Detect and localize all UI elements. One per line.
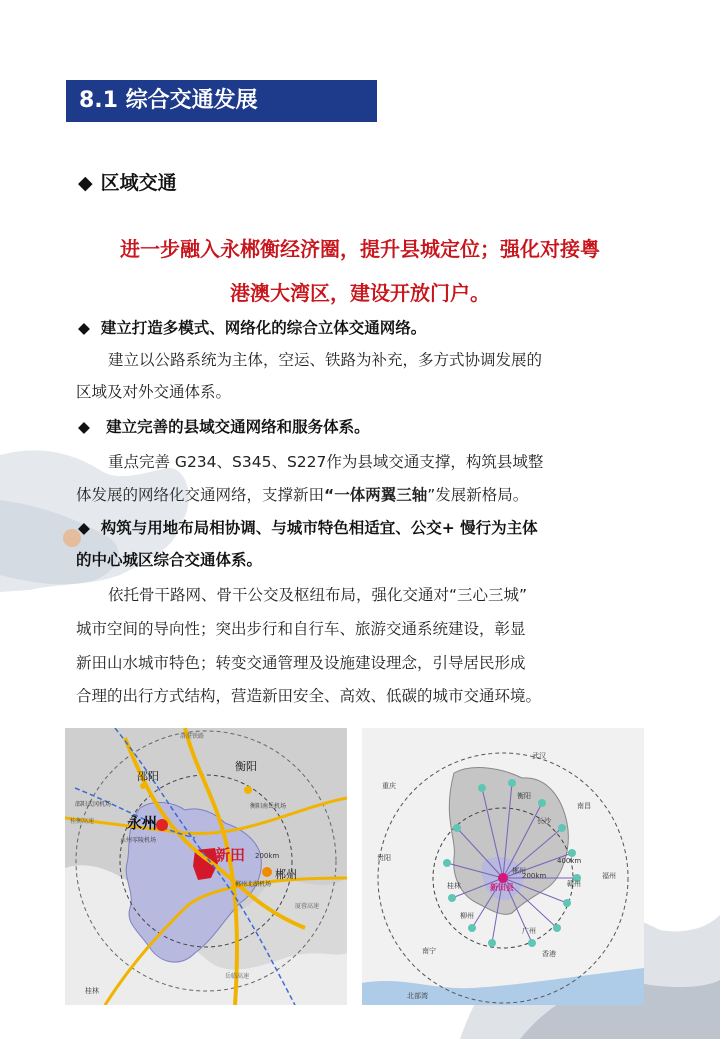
point-3-title-text: 构筑与用地布局相协调、与城市特色相适宜、公交+ 慢行为主体 — [100, 519, 538, 537]
slogan-line-2: 港澳大湾区，建设开放门户。 — [230, 281, 490, 305]
center-label: 新田县 — [490, 883, 514, 892]
svg-text:广州: 广州 — [522, 927, 536, 935]
city-label-xintian: 新田 — [215, 846, 246, 864]
point-3-body-line-3: 新田山水城市特色；转变交通管理及设施建设理念，引导居民形成 — [76, 654, 526, 672]
point-3-title-line-1 — [78, 512, 648, 544]
svg-text:洛湛铁路: 洛湛铁路 — [180, 733, 205, 740]
diamond-bullet-icon: ◆ — [78, 319, 90, 337]
svg-text:北部湾: 北部湾 — [407, 992, 428, 1000]
svg-text:200km: 200km — [255, 852, 280, 860]
point-3-body-line-4: 合理的出行方式结构，营造新田安全、高效、低碳的城市交通环境。 — [76, 687, 542, 705]
city-label-chenzhou: 郴州 — [275, 868, 297, 881]
point-2-body-line-2-a: 体发展的网络化交通网络，支撑新田 — [76, 486, 325, 504]
svg-text:柳州: 柳州 — [460, 912, 474, 920]
section-title: 8.1 综合交通发展 — [66, 80, 377, 122]
svg-text:长沙: 长沙 — [537, 817, 551, 825]
point-3-body-line-1: 依托骨干路网、骨干公交及枢纽布局，强化交通对“三心三城” — [108, 586, 528, 604]
regional-radiation-map — [362, 728, 644, 1005]
point-2-title-text: 建立完善的县域交通网络和服务体系。 — [106, 418, 370, 436]
point-2-title — [78, 411, 648, 443]
diamond-bullet-icon: ◆ — [78, 519, 90, 537]
slogan-line-1: 进一步融入永郴衡经济圈，提升县城定位；强化对接粤 — [120, 237, 600, 261]
point-1-body-line-1: 建立以公路系统为主体，空运、铁路为补充，多方式协调发展的 — [108, 351, 543, 369]
svg-text:桂林: 桂林 — [447, 882, 461, 890]
diamond-bullet-icon: ◆ — [78, 418, 90, 436]
point-3-body-line-2: 城市空间的导向性；突出步行和自行车、旅游交通系统建设，彰显 — [76, 620, 526, 638]
svg-text:岳临高速: 岳临高速 — [225, 973, 250, 980]
point-1-title-text: 建立打造多模式、网络化的综合立体交通网络。 — [100, 319, 427, 337]
svg-text:邵阳武冈机场: 邵阳武冈机场 — [75, 801, 112, 808]
point-1-body-line-2: 区域及对外交通体系。 — [76, 383, 232, 401]
svg-text:郴州北湖机场: 郴州北湖机场 — [235, 881, 272, 888]
yongzhou-marker — [156, 819, 168, 831]
svg-text:贵阳: 贵阳 — [377, 854, 391, 862]
point-1-title — [78, 312, 648, 344]
point-2-body-line-2-c: ”发展新格局。 — [427, 486, 529, 504]
svg-text:香港: 香港 — [542, 950, 556, 958]
svg-text:永州零陵机场: 永州零陵机场 — [120, 837, 157, 844]
point-2-body-line-2 — [76, 479, 646, 511]
xintian-center-marker — [498, 873, 508, 883]
svg-text:桂林: 桂林 — [85, 987, 99, 995]
svg-text:福州: 福州 — [602, 872, 616, 880]
city-label-yongzhou: 永州 — [127, 814, 158, 832]
svg-text:赣州: 赣州 — [567, 880, 581, 888]
subsection-heading — [78, 168, 177, 195]
svg-text:400km: 400km — [557, 857, 582, 865]
point-2-highlight: “一体两翼三轴 — [324, 486, 428, 504]
point-2-body-line-1: 重点完善 G234、S345、S227作为县域交通支撑，构筑县域整 — [108, 453, 544, 471]
svg-text:衡阳: 衡阳 — [517, 792, 531, 800]
svg-text:200km: 200km — [522, 872, 547, 880]
svg-text:重庆: 重庆 — [382, 782, 396, 790]
svg-text:衡阳南岳机场: 衡阳南岳机场 — [250, 803, 287, 810]
svg-text:南昌: 南昌 — [577, 802, 591, 810]
regional-location-map — [65, 728, 347, 1005]
svg-text:南宁: 南宁 — [422, 947, 436, 955]
point-3-title-line-2: 的中心城区综合交通体系。 — [76, 551, 263, 569]
svg-text:桂衡高速: 桂衡高速 — [70, 818, 95, 825]
svg-text:武汉: 武汉 — [532, 752, 546, 760]
subsection-heading-label: 区域交通 — [100, 172, 177, 194]
city-label-shaoyang: 邵阳 — [137, 770, 159, 783]
svg-text:郴州: 郴州 — [512, 867, 526, 875]
svg-text:厦蓉高速: 厦蓉高速 — [295, 903, 320, 910]
city-label-hengyang: 衡阳 — [235, 760, 257, 773]
diamond-bullet-icon: ◆ — [78, 172, 93, 194]
